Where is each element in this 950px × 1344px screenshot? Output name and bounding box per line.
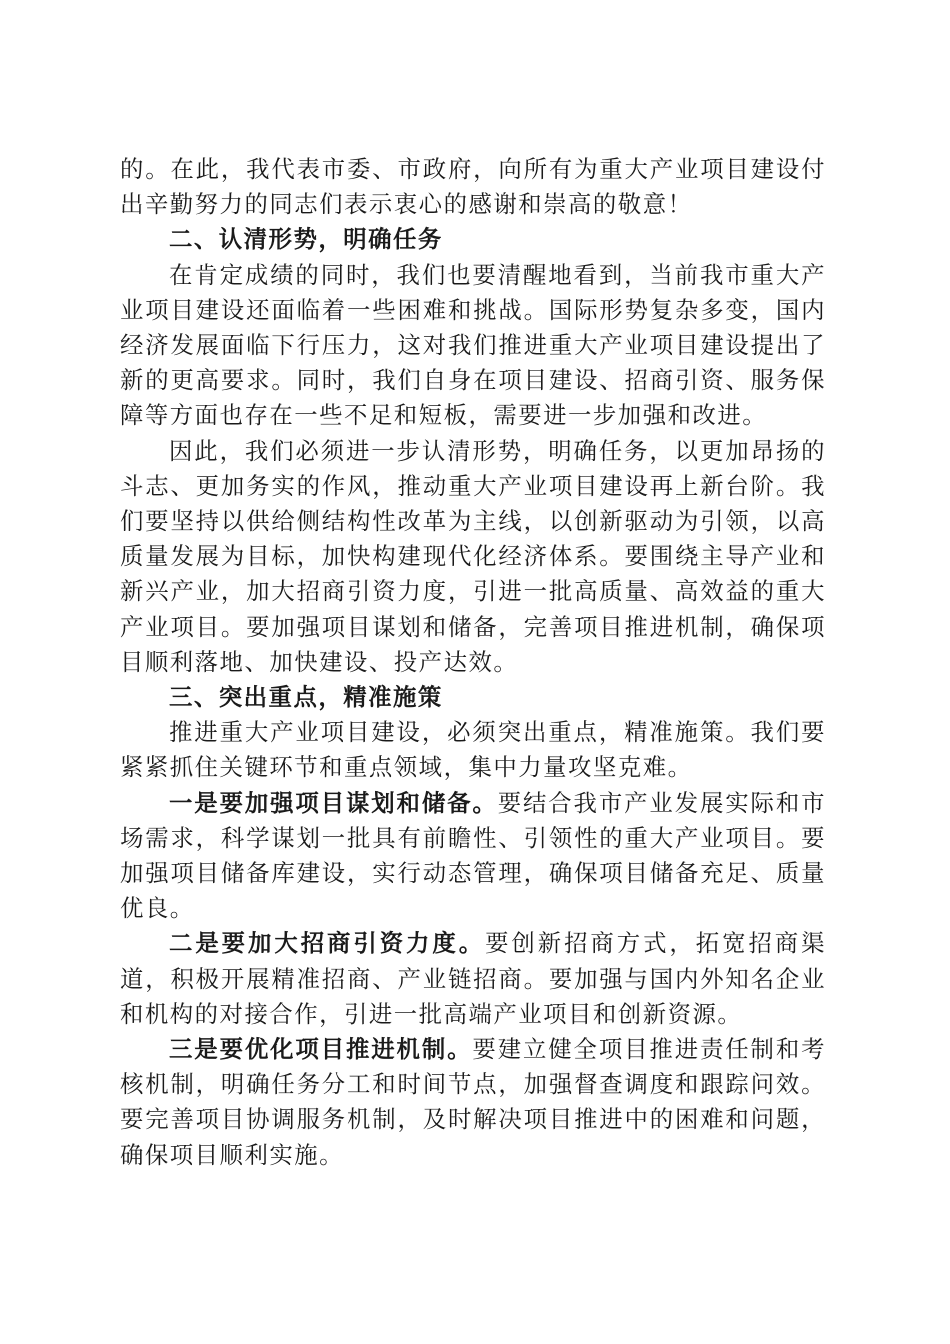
point-1-lead: 一是要加强项目谋划和储备。 bbox=[169, 788, 498, 817]
point-1-text: 要结合我市产业发展实际和市场需求，科学谋划一批具有前瞻性、引领性的重大产业项目。要加强项目储备库建设，实行动态管理，确保项目储备充足、质量优良。 bbox=[120, 788, 827, 923]
point-2-text: 要创新招商方式，拓宽招商渠道，积极开展精准招商、产业链招商。要加强与国内外知名企业和机构的对接合作，引进一批高端产业项目和创新资源。 bbox=[120, 929, 827, 1028]
section-heading-2: 二、认清形势，明确任务 bbox=[169, 225, 443, 254]
point-3-text: 要建立健全项目推进责任制和考核机制，明确任务分工和时间节点，加强督查调度和跟踪问效。要完善项目协调服务机制，及时解决项目推进中的困难和问题，确保项目顺利实施。 bbox=[120, 1035, 827, 1169]
paragraph-closing-thanks: 的。在此，我代表市委、市政府，向所有为重大产业项目建设付出辛勤努力的同志们表示衷心的感谢和崇高的敬意！ bbox=[120, 155, 826, 219]
section-heading-3: 三、突出重点，精准施策 bbox=[169, 683, 443, 712]
paragraph-tasks: 因此，我们必须进一步认清形势，明确任务，以更加昂扬的斗志、更加务实的作风，推动重大产业项目建设再上新台阶。我们要坚持以供给侧结构性改革为主线，以创新驱动为引领，以高质量发展为目标，加快构建现代化经济体系。要围绕主导产业和新兴产业，加大招商引资力度，引进一批高质量、高效益的重大产业项目。要加强项目谋划和储备，完善项目推进机制，确保项目顺利落地、加快建设、投产达效。 bbox=[120, 436, 826, 676]
paragraph-focus: 推进重大产业项目建设，必须突出重点，精准施策。我们要紧紧抓住关键环节和重点领域，集中力量攻坚克难。 bbox=[120, 718, 826, 782]
paragraph-point-2 bbox=[120, 926, 826, 1032]
paragraph-point-3 bbox=[120, 1032, 826, 1173]
point-2-lead: 二是要加大招商引资力度。 bbox=[169, 929, 486, 958]
point-3-lead: 三是要优化项目推进机制。 bbox=[169, 1035, 473, 1064]
paragraph-point-1 bbox=[120, 786, 826, 927]
paragraph-challenges: 在肯定成绩的同时，我们也要清醒地看到，当前我市重大产业项目建设还面临着一些困难和挑战。国际形势复杂多变，国内经济发展面临下行压力，这对我们推进重大产业项目建设提出了新的更高要求。同时，我们自身在项目建设、招商引资、服务保障等方面也存在一些不足和短板，需要进一步加强和改进。 bbox=[120, 260, 826, 430]
document-page bbox=[120, 152, 826, 1173]
